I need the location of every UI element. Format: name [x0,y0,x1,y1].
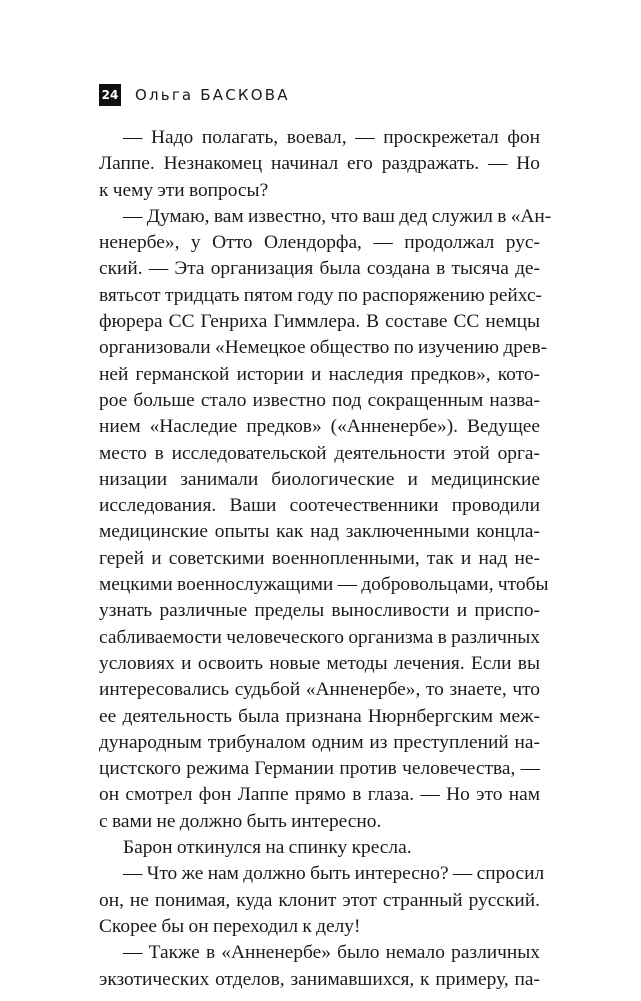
running-header [99,84,290,106]
text-line: вятьсот тридцать пятом году по распоряжению рейхс- [99,284,543,306]
text-line: фюрера СС Генриха Гиммлера. В составе СС немцы [99,311,540,333]
page-number: 24 [99,84,121,106]
text-line: герей и советскими военнопленными, так и над не- [99,547,540,569]
text-line: экзотических отделов, занимавшихся, к примеру, па- [99,968,540,990]
text-line: — Что же нам должно быть интересно? — спросил [123,863,545,885]
text-line: дународным трибуналом одним из преступлений на- [99,731,540,753]
text-line: Барон откинулся на спинку кресла. [123,837,412,859]
text-line: исследования. Ваши соотечественники проводили [99,495,540,517]
text-line: мецкими военнослужащими — добровольцами, чтобы [99,574,549,596]
text-line: место в исследовательской деятельности этой орга- [99,442,540,464]
text-line: Скорее бы он переходил к делу! [99,915,361,937]
text-line: — Также в «Анненербе» было немало различных [123,942,540,964]
text-line: низации занимали биологические и медицинские [99,468,540,490]
text-line: цистского режима Германии против человечества, — [99,758,540,780]
text-line: Лаппе. Незнакомец начинал его раздражать. — Но [99,153,540,175]
running-header-author: Ольга БАСКОВА [135,86,290,104]
text-line: он смотрел фон Лаппе прямо в глаза. — Но это нам [99,784,540,806]
text-line: с вами не должно быть интересно. [99,810,382,832]
text-line: — Надо полагать, воевал, — проскрежетал фон [123,127,540,148]
text-line: нием «Наследие предков» («Анненербе»). Ведущее [99,416,540,438]
text-line: условиях и освоить новые методы лечения. Если вы [99,652,540,674]
text-line: он, не понимая, куда клонит этот странный русский. [99,889,540,911]
text-line: узнать различные пределы выносливости и приспо- [99,600,540,622]
text-line: интересовались судьбой «Анненербе», то знаете, что [99,679,540,701]
text-line: рое больше стало известно под сокращенным назва- [99,389,540,411]
text-line: — Думаю, вам известно, что ваш дед служил в «Ан- [123,205,552,227]
text-line: ней германской истории и наследия предков», кото- [99,363,540,385]
text-line: медицинские опыты как над заключенными концла- [99,521,540,543]
body-text [99,125,552,993]
text-line: к чему эти вопросы? [99,179,269,201]
text-line: организовали «Немецкое общество по изучению древ- [99,337,548,359]
text-line: ненербе», у Отто Олендорфа, — продолжал рус- [99,232,540,254]
text-line: ский. — Эта организация была создана в тысяча де- [99,258,540,280]
text-line: ее деятельность была признана Нюрнбергским меж- [99,705,540,727]
text-line: сабливаемости человеческого организма в различных [99,626,540,648]
